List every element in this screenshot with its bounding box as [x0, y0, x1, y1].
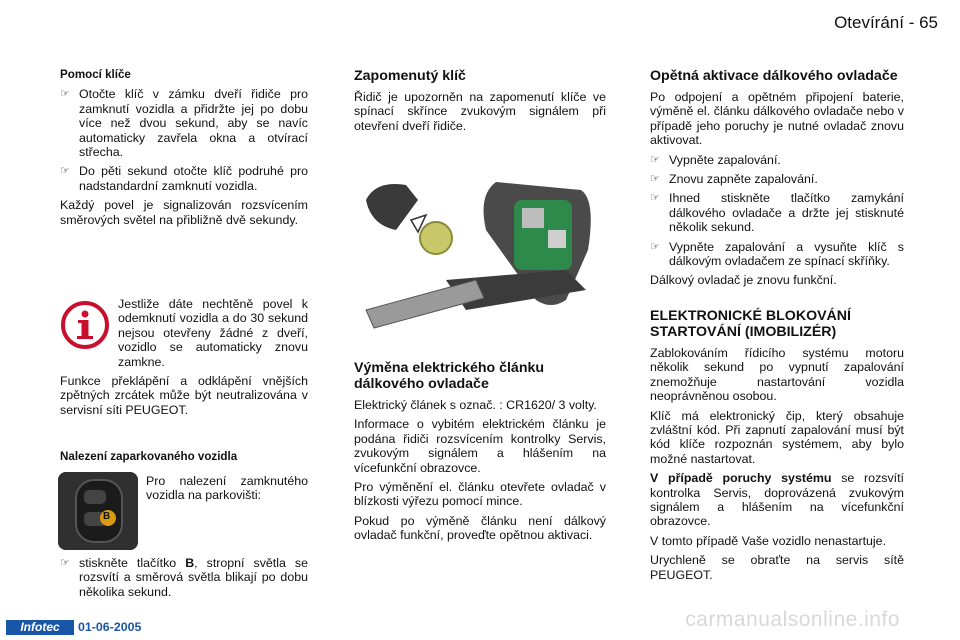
column-right: Opětná aktivace dálkového ovladače Po odpojení a opětném připojení baterie, výměně el. článku dálkového ovladače nebo v případě jeho poruchy je nutné ovladač znovu aktivovat. ☞ Vypněte zapalování. ☞ Znovu zapněte zapalování. ☞ Ihned stiskněte tlačítko zamykání dálkového ovladače a držte jej stisknuté několik sekund. ☞ Vypněte zapalování a vysuňte klíč s dálkovým ovladačem ze spínací skříňky. Dálkový ovladač je znovu funkční. — [650, 68, 904, 288]
column-middle — [354, 68, 606, 138]
list-item: ☞ Otočte klíč v zámku dveří řidiče pro zamknutí vozidla a přidržte jej po dobu více než dvou sekund, aby se navíc automaticky zavřela okna a otvírací střecha. — [60, 87, 308, 160]
list-item: ☞ Ihned stiskněte tlačítko zamykání dálkového ovladače a držte jej stisknuté několik sekund. — [650, 191, 904, 235]
pointer-icon: ☞ — [650, 192, 660, 205]
list-item: ☞ Vypněte zapalování a vysuňte klíč s dálkovým ovladačem ze spínací skříňky. — [650, 239, 904, 269]
infotec-logo: Infotec — [6, 620, 74, 635]
pointer-icon: ☞ — [60, 165, 70, 178]
pointer-icon: ☞ — [60, 557, 70, 569]
button-b-label: B — [103, 511, 111, 522]
pointer-icon: ☞ — [650, 173, 660, 186]
list-item: ☞ stiskněte tlačítko B, stropní světla se rozsvítí a směrová světla blikají po dobu několika sekund. — [60, 556, 308, 599]
edition-date: 01-06-2005 — [78, 620, 142, 634]
forgot-key-text: Řidič je upozorněn na zapomenutí klíče ve spínací skřínce zvukovým signálem při otevření dveří řidiče. — [354, 90, 606, 133]
pointer-icon: ☞ — [60, 88, 70, 101]
pointer-icon: ☞ — [650, 153, 660, 166]
list-item: ☞ Znovu zapněte zapalování. — [650, 172, 818, 187]
fault-paragraph: V případě poruchy systému se rozsvítí kontrolka Servis, doprovázená zvukovým signálem a hlášením na vícefunkční obrazovce. — [650, 471, 904, 529]
signal-paragraph: Každý povel je signalizován rozsvícením směrových světel na přibližně dvě sekundy. — [60, 198, 308, 227]
forgot-key-heading: Zapomenutý klíč — [354, 68, 466, 84]
immobilizer-section: ELEKTRONICKÉ BLOKOVÁNÍ STARTOVÁNÍ (IMOBILIZÉR) Zablokováním řídicího systému motoru několik sekund po vypnutí zapalování znemožňuje nastartování vozidla neoprávněnou osobou. Klíč má elektronický čip, který obsahuje zvláštní kód. Při zapnutí zapalování musí být kód klíče rozpoznán systémem, aby bylo možné nastartovat. V případě poruchy systému se rozsvítí kontrolka Servis, doprovázená zvukovým signálem a hlášením na vícefunkční obrazovce. V tomto případě Vaše vozidlo nenastartuje. Urychleně se obraťte na servis sítě PEUGEOT. — [650, 308, 904, 582]
list-item: ☞ Do pěti sekund otočte klíč podruhé pro nadstandardní zamknutí vozidla. — [60, 164, 308, 193]
immobilizer-heading: ELEKTRONICKÉ BLOKOVÁNÍ STARTOVÁNÍ (IMOBILIZÉR) — [650, 308, 851, 340]
page-title: Otevírání - 65 — [834, 13, 938, 32]
mirror-paragraph: Funkce překlápění a odklápění vnějších zpětných zrcátek může být neutralizována v servisní síti PEUGEOT. — [60, 374, 308, 417]
remote-button-image — [58, 472, 138, 550]
find-section — [60, 450, 308, 469]
find-bullet — [60, 556, 308, 604]
find-heading: Nalezení zaparkovaného vozidla — [60, 450, 238, 463]
column-left — [60, 68, 308, 232]
reactivation-heading: Opětná aktivace dálkového ovladače — [650, 68, 898, 84]
info-icon — [60, 300, 110, 350]
battery-heading: Výměna elektrického článku dálkového ovladače — [354, 360, 545, 392]
battery-section: Výměna elektrického článku dálkového ovladače Elektrický článek s označ. : CR1620/ 3 volty. Informace o vybitém elektrickém článku je podána řidiči rozsvícením kontrolky Servis, zvukovým signálem a hlášením na vícefunkční obrazovce. Pro výměnění el. článku otevřete ovladač v blízkosti výřezu pomocí mince. Pokud po výměně článku není dálkový ovladač funkční, proveďte opětnou aktivaci. — [354, 360, 606, 543]
list-item: ☞ Vypněte zapalování. — [650, 152, 781, 167]
key-battery-image — [356, 160, 606, 350]
pointer-icon: ☞ — [650, 240, 660, 253]
find-text: Pro nalezení zamknutého vozidla na parkovišti: — [146, 474, 308, 503]
watermark: carmanualsonline.info — [685, 608, 900, 631]
info-note: Jestliže dáte nechtěně povel k odemknutí vozidla a do 30 sekund nejsou otevřeny žádné z dveří, vozidlo se automaticky znovu zamkne. — [118, 297, 308, 369]
key-heading: Pomocí klíče — [60, 68, 131, 81]
